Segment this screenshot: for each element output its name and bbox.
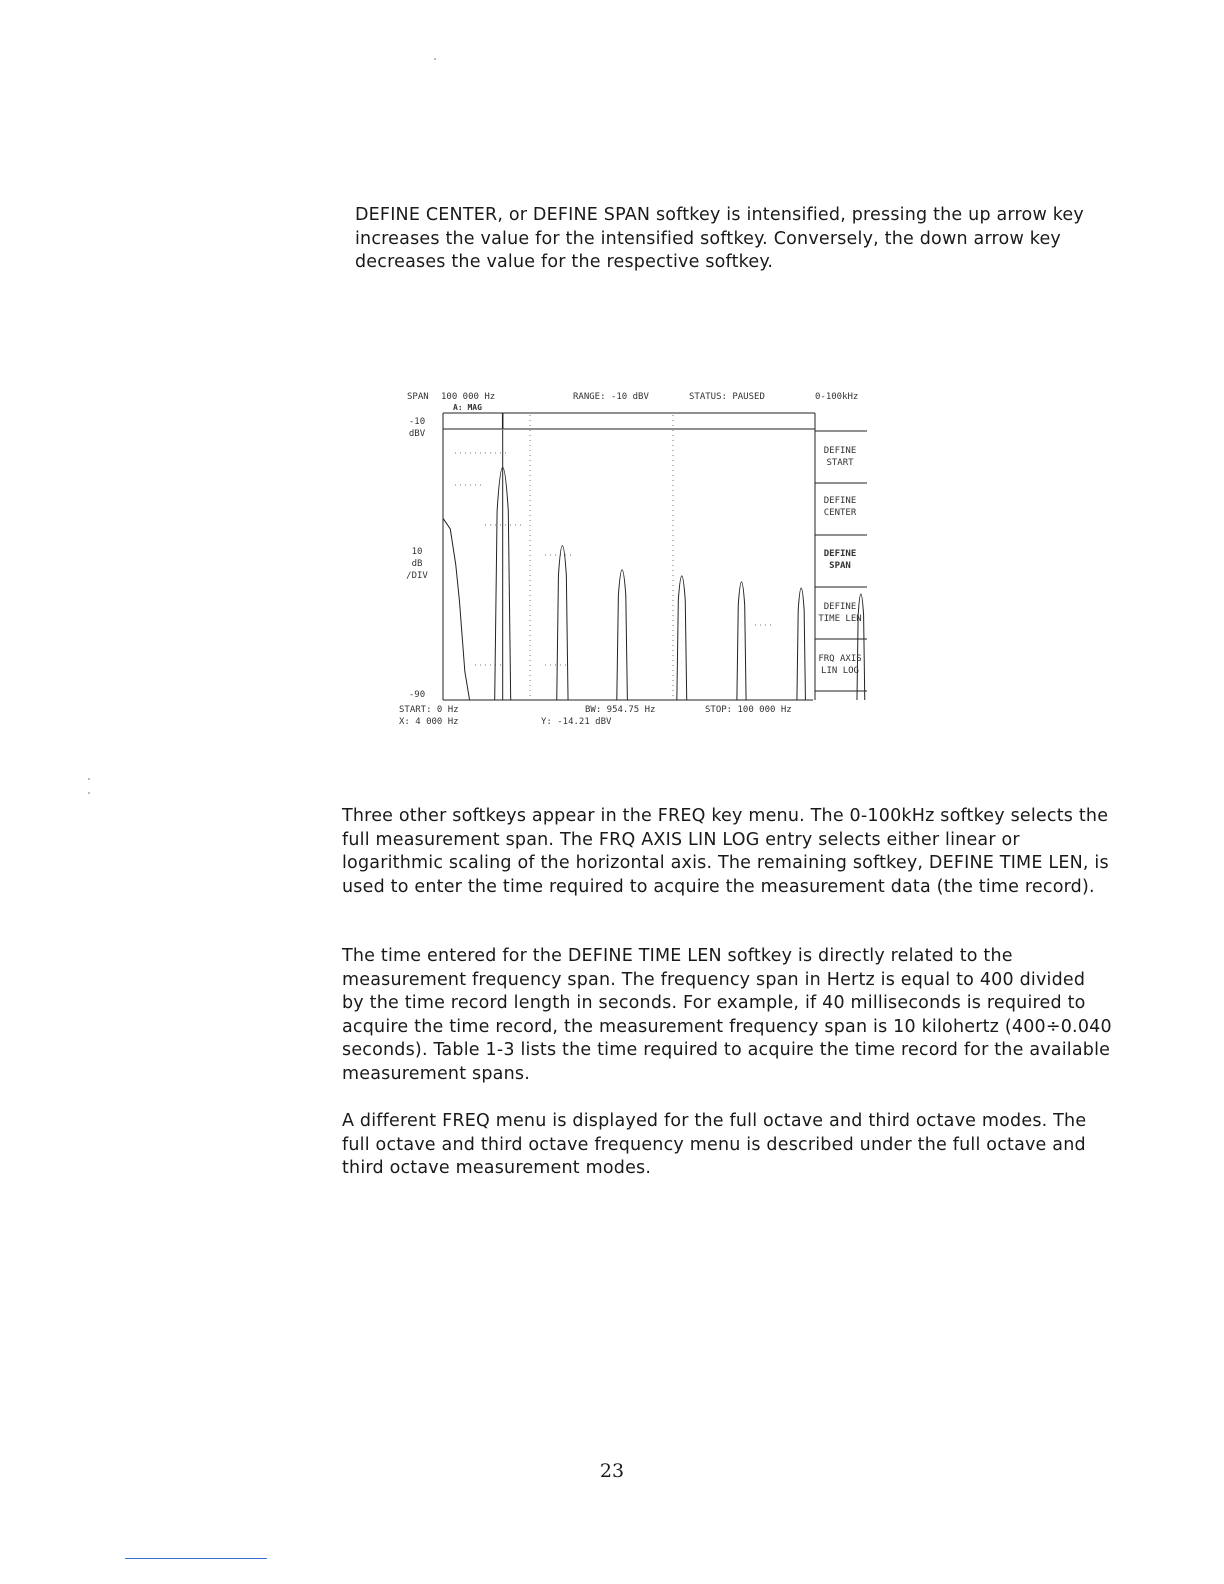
softkey-define-span[interactable] bbox=[824, 549, 857, 571]
softkey-define-time-len[interactable] bbox=[818, 602, 861, 624]
speck-left-1 bbox=[88, 778, 90, 780]
softkey-define-start-line1: DEFINE bbox=[823, 446, 857, 456]
softkey-define-span-line1: DEFINE bbox=[823, 549, 857, 559]
harmonic-peak-2 bbox=[557, 546, 568, 700]
y-marker-readout: Y: -14.21 dBV bbox=[541, 717, 612, 727]
start-readout: START: 0 Hz bbox=[399, 705, 459, 715]
y-scale-value: 10 bbox=[411, 547, 423, 557]
paragraph-other-softkeys: Three other softkeys appear in the FREQ key menu. The 0-100kHz softkey selects the full measurement span. The FRQ AXIS LIN LOG entry selects either linear or logarithmic scaling of the horizontal axis. The remaining softkey, DEFINE TIME LEN, is used to enter the time required to acquire the measurement data (the time record). bbox=[342, 806, 1109, 897]
softkey-define-span-line2: SPAN bbox=[829, 561, 851, 571]
softkey-frq-axis-line1: FRQ AXIS bbox=[818, 654, 862, 664]
softkey-frq-axis[interactable] bbox=[818, 654, 861, 676]
harmonic-peak-4 bbox=[677, 576, 687, 700]
harmonic-peak-5 bbox=[737, 582, 746, 700]
y-top-value: -10 bbox=[408, 417, 426, 427]
y-scale-unit: dB bbox=[411, 559, 423, 569]
harmonic-peak-3 bbox=[617, 570, 628, 700]
softkey-define-start-line2: START bbox=[826, 458, 854, 468]
rolloff-curve bbox=[443, 518, 470, 700]
speck-left-2 bbox=[88, 792, 90, 794]
softkey-define-time-len-line1: DEFINE bbox=[823, 602, 857, 612]
x-marker-readout: X: 4 000 Hz bbox=[399, 717, 459, 727]
bandwidth-readout: BW: 954.75 Hz bbox=[585, 705, 656, 715]
status-readout: STATUS: PAUSED bbox=[689, 392, 765, 402]
softkey-define-center-line1: DEFINE bbox=[823, 496, 857, 506]
span-value: 100 000 Hz bbox=[441, 392, 496, 402]
analyzer-screen-svg bbox=[395, 385, 885, 735]
harmonic-peak-6 bbox=[797, 588, 806, 700]
stop-readout: STOP: 100 000 Hz bbox=[705, 705, 792, 715]
span-label: SPAN bbox=[407, 392, 429, 402]
trace-label: A: MAG bbox=[453, 403, 482, 412]
paragraph-define-arrow-keys: DEFINE CENTER, or DEFINE SPAN softkey is intensified, pressing the up arrow key increases the value for the intensified softkey. Conversely, the down arrow key decreases the value for the respective softkey. bbox=[355, 205, 1084, 272]
speck-top bbox=[434, 58, 436, 60]
paragraph-octave-menu: A different FREQ menu is displayed for the full octave and third octave modes. The full octave and third octave frequency menu is described under the full octave and third octave measurement modes. bbox=[342, 1111, 1087, 1178]
softkey-frq-axis-line2: LIN LOG bbox=[821, 666, 859, 676]
range-readout: RANGE: -10 dBV bbox=[573, 392, 649, 402]
plot-frame bbox=[443, 413, 815, 700]
softkey-define-start[interactable] bbox=[824, 446, 857, 468]
softkey-define-center[interactable] bbox=[824, 496, 857, 518]
harmonic-peak-7 bbox=[857, 594, 865, 700]
softkey-define-time-len-line2: TIME LEN bbox=[818, 614, 862, 624]
analyzer-screen bbox=[395, 385, 885, 735]
y-top-unit: dBV bbox=[408, 429, 426, 439]
y-scale-per: /DIV bbox=[406, 571, 428, 581]
footer-rule bbox=[125, 1558, 267, 1559]
softkey-define-center-line2: CENTER bbox=[823, 508, 857, 518]
paragraph-time-length: The time entered for the DEFINE TIME LEN softkey is directly related to the measurement frequency span. The frequency span in Hertz is equal to 400 divided by the time record length in seconds. For example, if 40 milliseconds is required to acquire the time record, the measurement frequency span is 10 kilohertz (400÷0.040 seconds). Table 1-3 lists the time required to acquire the time record for the available measurement spans. bbox=[342, 946, 1112, 1084]
page-number: 23 bbox=[599, 1460, 625, 1482]
y-bottom-value: -90 bbox=[408, 690, 426, 700]
softkey-0-100khz[interactable]: 0-100kHz bbox=[815, 392, 859, 402]
